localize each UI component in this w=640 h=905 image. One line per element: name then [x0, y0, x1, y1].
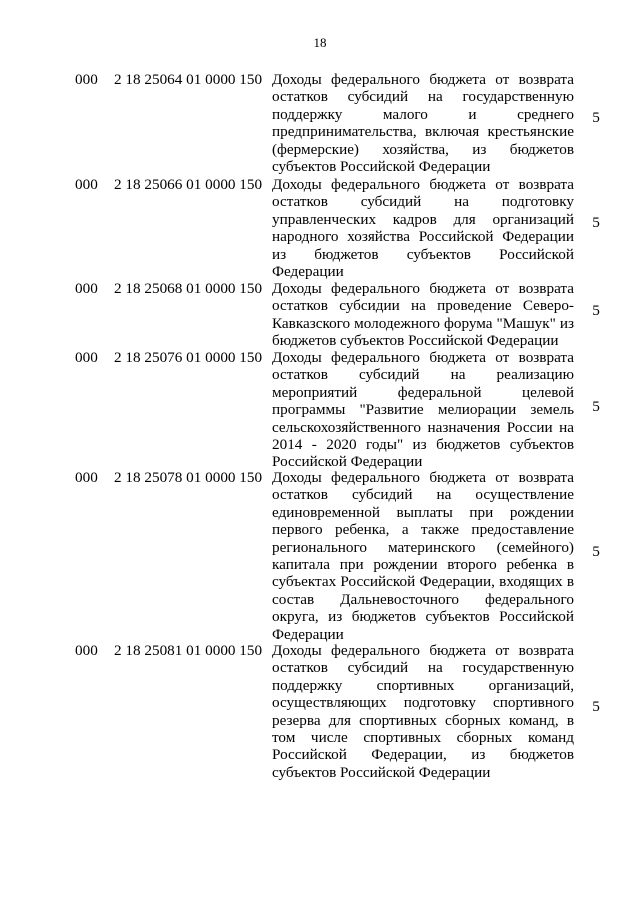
income-description: Доходы федерального бюджета от возврата остатков субсидии на проведение Северо-Кавказского молодежного форума "Машук" из бюджетов субъектов Российской Федерации: [272, 280, 574, 350]
income-description: Доходы федерального бюджета от возврата остатков субсидий на подготовку управленческих кадров для организаций народного хозяйства Российской Федерации из бюджетов субъектов Российской Федерации: [272, 176, 574, 281]
income-description: Доходы федерального бюджета от возврата остатков субсидий на государственную поддержку спортивных организаций, осуществляющих подготовку спортивного резерва для спортивных сборных команд, в том числе спортивных сборных команд Российской Федерации, из бюджетов субъектов Российской Федерации: [272, 642, 574, 781]
budget-classification-code: 2 18 25081 01 0000 150: [114, 642, 263, 659]
income-description: Доходы федерального бюджета от возврата остатков субсидий на реализацию мероприятий федеральной целевой программы "Развитие мелиорации земель сельскохозяйственного назначения России на 2014 - 2020 годы" из бюджетов субъектов Российской Федерации: [272, 349, 574, 471]
budget-classification-code: 2 18 25076 01 0000 150: [114, 349, 263, 366]
admin-code: 000: [75, 71, 98, 88]
norm-value: 5: [592, 214, 600, 231]
budget-classification-code: 2 18 25078 01 0000 150: [114, 469, 263, 486]
admin-code: 000: [75, 280, 98, 297]
admin-code: 000: [75, 642, 98, 659]
admin-code: 000: [75, 469, 98, 486]
budget-classification-code: 2 18 25064 01 0000 150: [114, 71, 263, 88]
norm-value: 5: [592, 543, 600, 560]
norm-value: 5: [592, 398, 600, 415]
admin-code: 000: [75, 349, 98, 366]
norm-value: 5: [592, 698, 600, 715]
budget-classification-code: 2 18 25066 01 0000 150: [114, 176, 263, 193]
budget-classification-code: 2 18 25068 01 0000 150: [114, 280, 263, 297]
income-description: Доходы федерального бюджета от возврата остатков субсидий на государственную поддержку малого и среднего предпринимательства, включая крестьянские (фермерские) хозяйства, из бюджетов субъектов Российской Федерации: [272, 71, 574, 176]
admin-code: 000: [75, 176, 98, 193]
norm-value: 5: [592, 109, 600, 126]
income-description: Доходы федерального бюджета от возврата остатков субсидий на осуществление единовременной выплаты при рождении первого ребенка, а также предоставление регионального материнского (семейного) капитала при рождении второго ребенка в субъектах Российской Федерации, входящих в состав Дальневосточного федерального округа, из бюджетов субъектов Российской Федерации: [272, 469, 574, 643]
page-number: 18: [313, 35, 327, 50]
norm-value: 5: [592, 302, 600, 319]
